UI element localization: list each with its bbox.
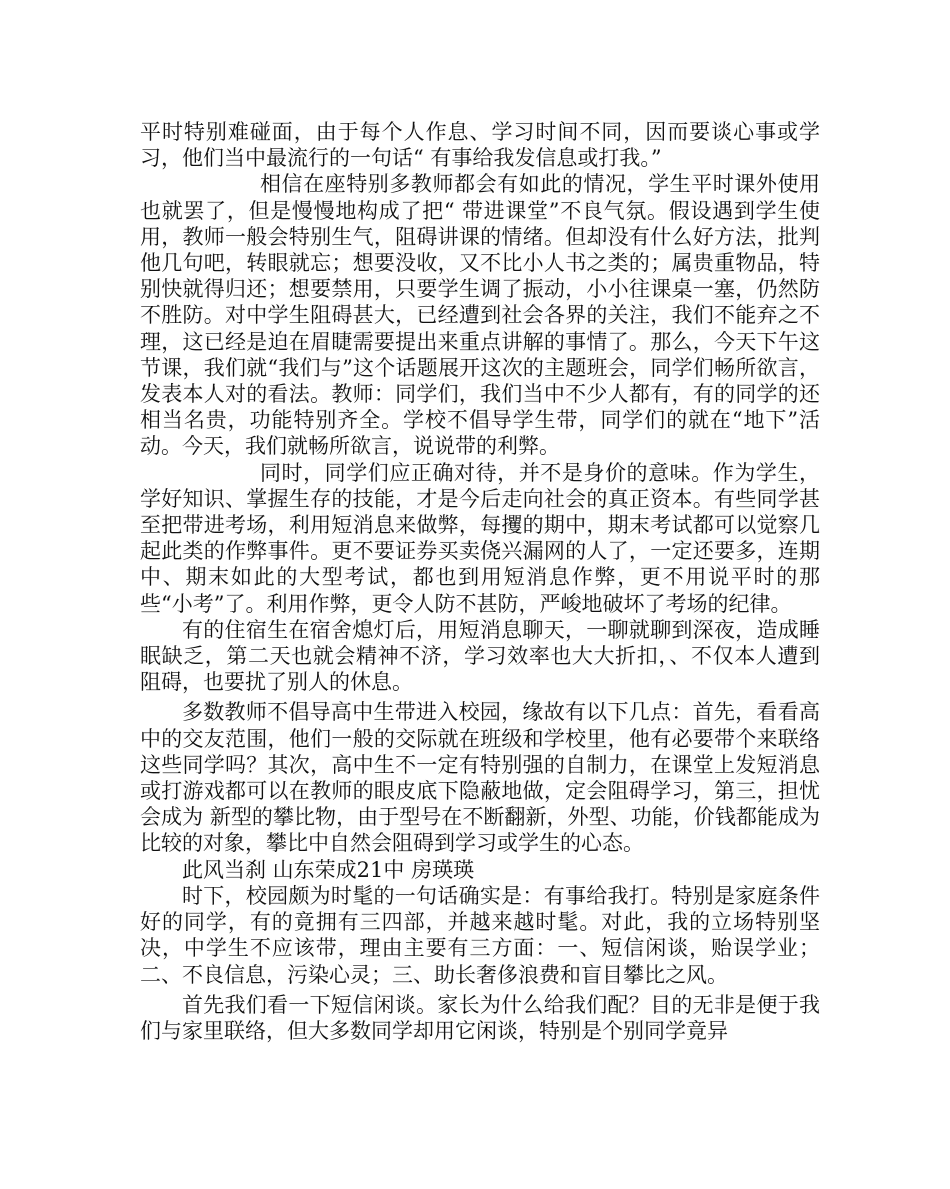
paragraph-2: 相信在座特别多教师都会有如此的情况，学生平时课外使用也就罢了，但是慢慢地构成了把“ 带进课堂”不良气氛。假设遇到学生使用，教师一般会特别生气，阻碍讲课的情绪。但却没有什么好方法，批判他几句吧，转眼就忘；想要没收，又不比小人书之类的；属贵重物品，特别快就得归还；想要禁用，只要学生调了振动，小小往课桌一塞，仍然防不胜防。对中学生阻碍甚大，已经遭到社会各界的关注，我们不能弃之不理，这已经是迫在眉睫需要提出来重点讲解的事情了。那么，今天下午这节课，我们就“我们与”这个话题展开这次的主题班会，同学们畅所欲言，发表本人对的看法。教师：同学们，我们当中不少人都有，有的同学的还相当名贵，功能特别齐全。学校不倡导学生带，同学们的就在“地下”活动。今天，我们就畅所欲言，说说带的利弊。 xyxy=(140,172,820,459)
paragraph-3: 同时，同学们应正确对待，并不是身价的意味。作为学生，学好知识、掌握生存的技能，才是今后走向社会的真正资本。有些同学甚至把带进考场，利用短消息来做弊，每攫的期中，期末考试都可以觉察几起此类的作弊事件。更不要证券买卖侥兴漏网的人了，一定还要多，连期中、期末如此的大型考试，都也到用短消息作弊，更不用说平时的那些“小考”了。利用作弊，更令人防不甚防，严峻地破坏了考场的纪律。 xyxy=(140,460,820,616)
article-byline: 此风当刹 山东荣成21中 房瑛瑛 xyxy=(182,857,475,882)
paragraph-1: 平时特别难碰面，由于每个人作息、学习时间不同，因而要谈心事或学习，他们当中最流行的一句话“ 有事给我发信息或打我。” xyxy=(140,120,820,171)
paragraph-7: 首先我们看一下短信闲谈。家长为什么给我们配？目的无非是便于我们与家里联络，但大多数同学却用它闲谈，特别是个别同学竟异 xyxy=(140,992,820,1043)
paragraph-5: 多数教师不倡导高中生带进入校园，缘故有以下几点：首先，看看高中的交友范围，他们一般的交际就在班级和学校里，他有必要带个来联络这些同学吗？其次，高中生不一定有特别强的自制力，在课堂上发短消息或打游戏都可以在教师的眼皮底下隐蔽地做，定会阻碍学习，第三，担忧会成为 新型的攀比物，由于型号在不断翻新，外型、功能，价钱都能成为比较的对象，攀比中自然会阻碍到学习或学生的心态。 xyxy=(140,700,820,856)
paragraph-6: 时下，校园颇为时髦的一句话确实是：有事给我打。特别是家庭条件好的同学，有的竟拥有三四部，并越来越时髦。对此，我的立场特别坚决，中学生不应该带，理由主要有三方面：一、短信闲谈，贻误学业；二、不良信息，污染心灵；三、助长奢侈浪费和盲目攀比之风。 xyxy=(140,883,820,987)
document-page xyxy=(140,119,820,1044)
paragraph-4: 有的住宿生在宿舍熄灯后，用短消息聊天，一聊就聊到深夜，造成睡眠缺乏，第二天也就会精神不济，学习效率也大大折扣，、不仅本人遭到阻碍，也要扰了别人的休息。 xyxy=(140,617,820,695)
